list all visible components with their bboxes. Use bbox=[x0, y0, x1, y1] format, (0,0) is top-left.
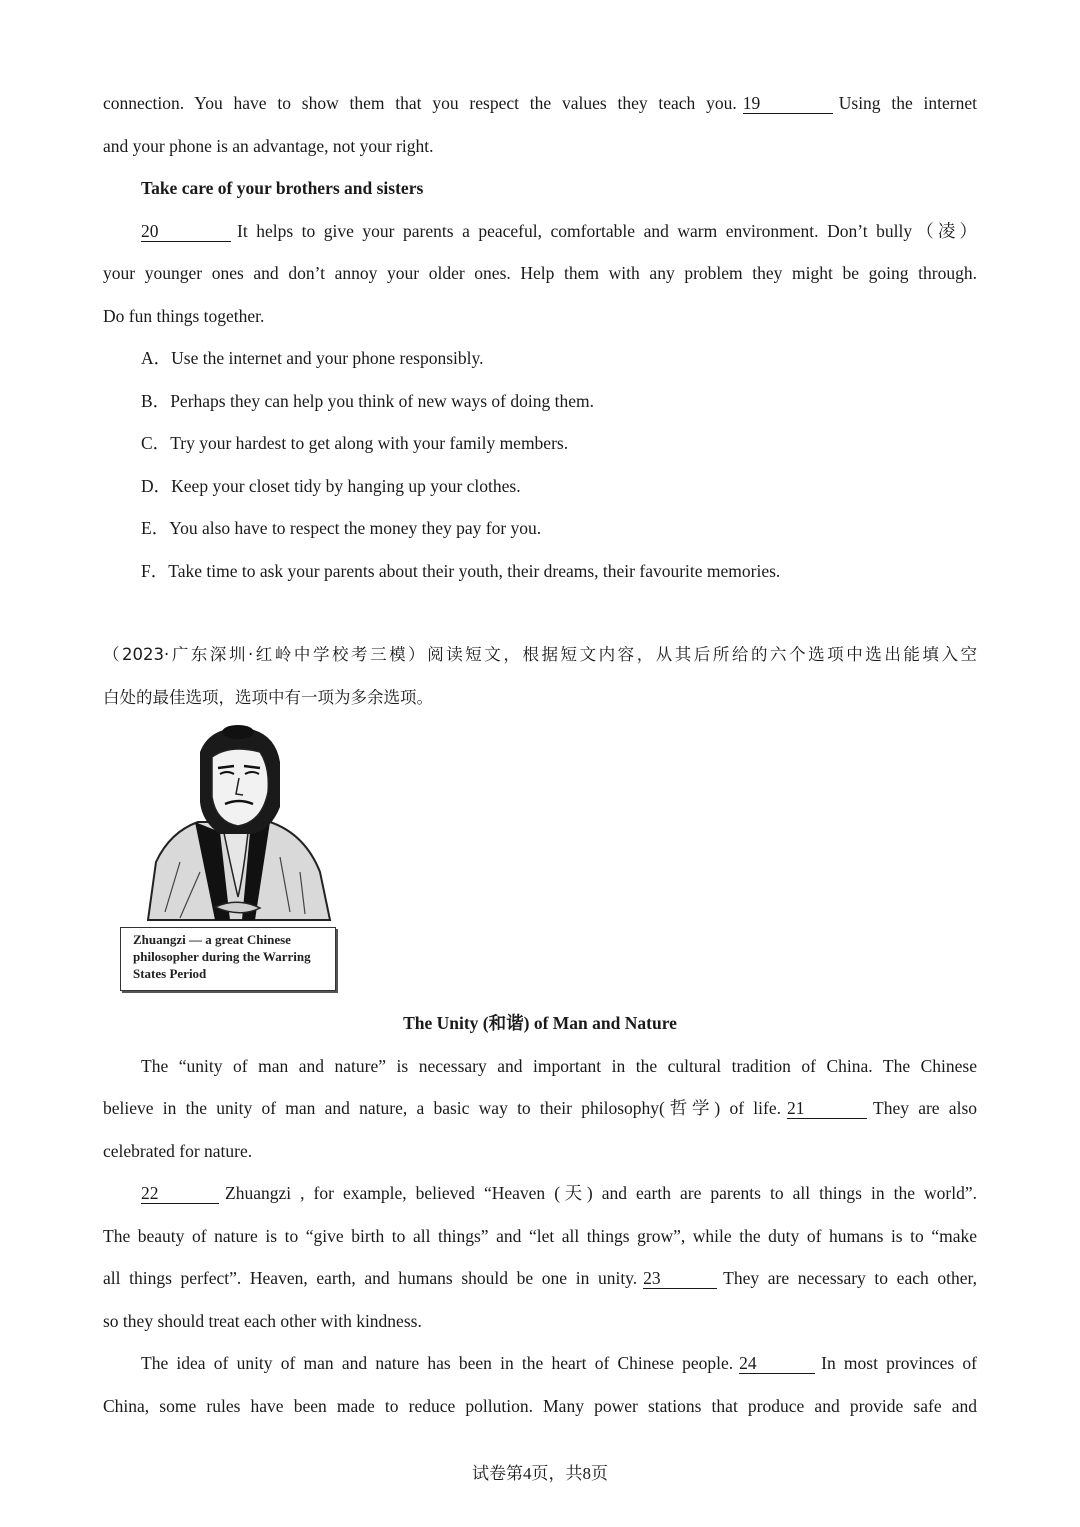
option-letter: F． bbox=[141, 561, 169, 581]
text-segment: Using the internet bbox=[838, 93, 977, 113]
option-b bbox=[141, 389, 977, 413]
zhuangzi-illustration bbox=[120, 722, 340, 997]
passage2-p2-line3 bbox=[103, 1266, 977, 1290]
option-d bbox=[141, 474, 977, 498]
passage2-p3-line1 bbox=[141, 1351, 977, 1375]
figure-caption bbox=[120, 927, 336, 991]
passage2-p3-line2: China, some rules have been made to reduce pollution. Many power stations that produce and provide safe and bbox=[103, 1396, 977, 1416]
option-text: Perhaps they can help you think of new ways of doing them. bbox=[170, 391, 594, 411]
option-text: Try your hardest to get along with your family members. bbox=[170, 433, 569, 453]
instructions-line2: 白处的最佳选项，选项中有一项为多余选项。 bbox=[103, 688, 433, 707]
option-letter: D． bbox=[141, 476, 172, 496]
section-heading: Take care of your brothers and sisters bbox=[141, 178, 424, 198]
passage2-p1-line3: celebrated for nature. bbox=[103, 1141, 253, 1161]
option-letter: A． bbox=[141, 348, 172, 368]
passage1-line2: and your phone is an advantage, not your right. bbox=[103, 136, 434, 156]
text-segment: connection. You have to show them that you respect the values they teach you. bbox=[103, 93, 737, 113]
passage2-p1-line2 bbox=[103, 1096, 977, 1120]
option-letter: E． bbox=[141, 518, 170, 538]
text-segment: believe in the unity of man and nature, a basic way to their philosophy(哲学) of life. bbox=[103, 1098, 782, 1118]
answer-blank-23[interactable]: 23 bbox=[643, 1268, 717, 1289]
text-segment: all things perfect”. Heaven, earth, and humans should be one in unity. bbox=[103, 1268, 638, 1288]
passage2-p2-line4: so they should treat each other with kindness. bbox=[103, 1311, 422, 1331]
option-a bbox=[141, 346, 977, 370]
option-c bbox=[141, 431, 977, 455]
text-segment: They are also bbox=[873, 1098, 978, 1118]
passage-title: The Unity (和谐) of Man and Nature bbox=[403, 1013, 677, 1033]
option-letter: C． bbox=[141, 433, 171, 453]
answer-blank-24[interactable]: 24 bbox=[739, 1353, 815, 1374]
passage1-line3 bbox=[141, 219, 977, 243]
passage2-p2-line2: The beauty of nature is to “give birth to all things” and “let all things grow”, while the duty of humans is to “make bbox=[103, 1226, 977, 1246]
text-segment: Zhuangzi , for example, believed “Heaven (天) and earth are parents to all things in the world”. bbox=[225, 1183, 977, 1203]
text-segment: In most provinces of bbox=[821, 1353, 977, 1373]
passage2-p2-line1 bbox=[141, 1181, 977, 1205]
text-segment: It helps to give your parents a peaceful, comfortable and warm environment. Don’t bully（凌） bbox=[237, 221, 977, 241]
page-footer: 试卷第4页，共8页 bbox=[472, 1464, 608, 1483]
option-e bbox=[141, 516, 977, 540]
option-letter: B． bbox=[141, 391, 171, 411]
portrait-drawing bbox=[120, 722, 340, 927]
option-text: You also have to respect the money they pay for you. bbox=[169, 518, 542, 538]
passage1-line4: your younger ones and don’t annoy your older ones. Help them with any problem they might be going through. bbox=[103, 263, 977, 283]
text-segment: The idea of unity of man and nature has been in the heart of Chinese people. bbox=[141, 1353, 734, 1373]
caption-line: States Period bbox=[133, 966, 207, 981]
answer-blank-21[interactable]: 21 bbox=[787, 1098, 867, 1119]
option-text: Take time to ask your parents about their youth, their dreams, their favourite memories. bbox=[168, 561, 781, 581]
answer-blank-20[interactable]: 20 bbox=[141, 221, 231, 242]
answer-blank-19[interactable]: 19 bbox=[743, 93, 833, 114]
passage1-line5: Do fun things together. bbox=[103, 306, 265, 326]
answer-blank-22[interactable]: 22 bbox=[141, 1183, 219, 1204]
option-text: Keep your closet tidy by hanging up your clothes. bbox=[171, 476, 521, 496]
caption-line: Zhuangzi — a great Chinese bbox=[133, 932, 291, 947]
text-segment: They are necessary to each other, bbox=[723, 1268, 977, 1288]
instructions-line1: （2023·广东深圳·红岭中学校考三模）阅读短文，根据短文内容，从其后所给的六个选项中选出能填入空 bbox=[103, 645, 977, 664]
passage1-line1 bbox=[103, 91, 977, 115]
caption-line: philosopher during the Warring bbox=[133, 949, 311, 964]
passage2-p1-line1: The “unity of man and nature” is necessary and important in the cultural tradition of China. The Chinese bbox=[141, 1056, 977, 1076]
option-text: Use the internet and your phone responsibly. bbox=[171, 348, 484, 368]
option-f bbox=[141, 559, 977, 583]
